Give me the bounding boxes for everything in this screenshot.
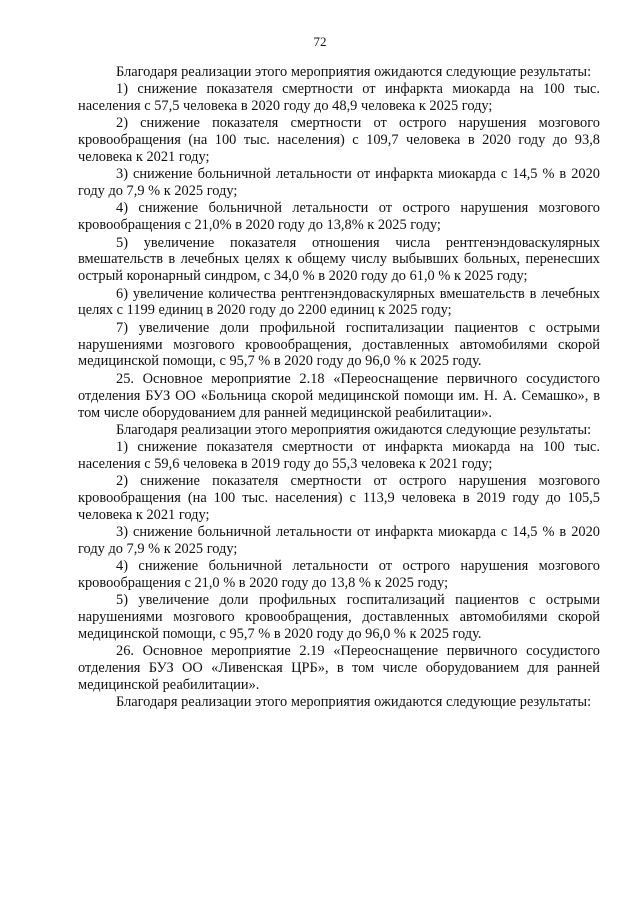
list-item-result: 2) снижение показателя смертности от острого нарушения мозгового кровообращения (на 100 тыс. населения) с 113,9 человека в 2019 году до 105,5 человека к 2021 году; — [78, 473, 600, 523]
list-item-result: 4) снижение больничной летальности от острого нарушения мозгового кровообращения с 21,0% в 2020 году до 13,8% к 2025 году; — [78, 200, 600, 234]
paragraph-measure-26: 26. Основное мероприятие 2.19 «Переоснащение первичного сосудистого отделения БУЗ ОО «Ливенская ЦРБ», в том числе оборудованием для ранней медицинской реабилитации». — [78, 643, 600, 694]
list-item-result: 5) увеличение доли профильных госпитализаций пациентов с острыми нарушениями мозгового кровообращения, доставленных автомобилями скорой медицинской помощи, с 95,7 % в 2020 году до 96,0 % к 2025 году. — [78, 592, 600, 643]
list-item-result: 6) увеличение количества рентгенэндоваскулярных вмешательств в лечебных целях с 1199 единиц в 2020 году до 2200 единиц к 2025 году; — [78, 285, 600, 319]
page-body — [78, 64, 600, 711]
list-item-result: 7) увеличение доли профильной госпитализации пациентов с острыми нарушениями мозгового кровообращения, доставленных автомобилями скорой медицинской помощи, с 95,7 % в 2020 году до 96,0 % к 2025 году. — [78, 319, 600, 370]
paragraph-results-intro: Благодаря реализации этого мероприятия ожидаются следующие результаты: — [116, 694, 592, 711]
list-item-result: 5) увеличение показателя отношения числа рентгенэндоваскулярных вмешательств в лечебных целях к общему числу выбывших больных, перенесших острый коронарный синдром, с 34,0 % в 2020 году до 61,0 % к 2025 году; — [78, 234, 600, 285]
list-item-result: 3) снижение больничной летальности от инфаркта миокарда с 14,5 % в 2020 году до 7,9 % к 2025 году; — [78, 524, 600, 557]
page-number: 72 — [313, 34, 327, 49]
list-item-result: 2) снижение показателя смертности от острого нарушения мозгового кровообращения (на 100 тыс. населения) с 109,7 человека в 2020 году до 93,8 человека к 2021 году; — [78, 115, 600, 166]
list-item-result: 1) снижение показателя смертности от инфаркта миокарда на 100 тыс. населения с 57,5 человека в 2020 году до 48,9 человека к 2025 году; — [78, 81, 600, 115]
paragraph-results-intro: Благодаря реализации этого мероприятия ожидаются следующие результаты: — [116, 421, 592, 438]
paragraph-results-intro: Благодаря реализации этого мероприятия ожидаются следующие результаты: — [116, 64, 592, 80]
paragraph-measure-25: 25. Основное мероприятие 2.18 «Переоснащение первичного сосудистого отделения БУЗ ОО «Больница скорой медицинской помощи им. Н. А. Семашко», в том числе оборудованием для ранней медицинской реабилитации». — [78, 370, 600, 421]
list-item-result: 1) снижение показателя смертности от инфаркта миокарда на 100 тыс. населения с 59,6 человека в 2019 году до 55,3 человека к 2021 году; — [78, 438, 600, 472]
list-item-result: 3) снижение больничной летальности от инфаркта миокарда с 14,5 % в 2020 году до 7,9 % к 2025 году; — [78, 166, 600, 200]
list-item-result: 4) снижение больничной летальности от острого нарушения мозгового кровообращения с 21,0 % в 2020 году до 13,8 % к 2025 году; — [78, 558, 600, 592]
